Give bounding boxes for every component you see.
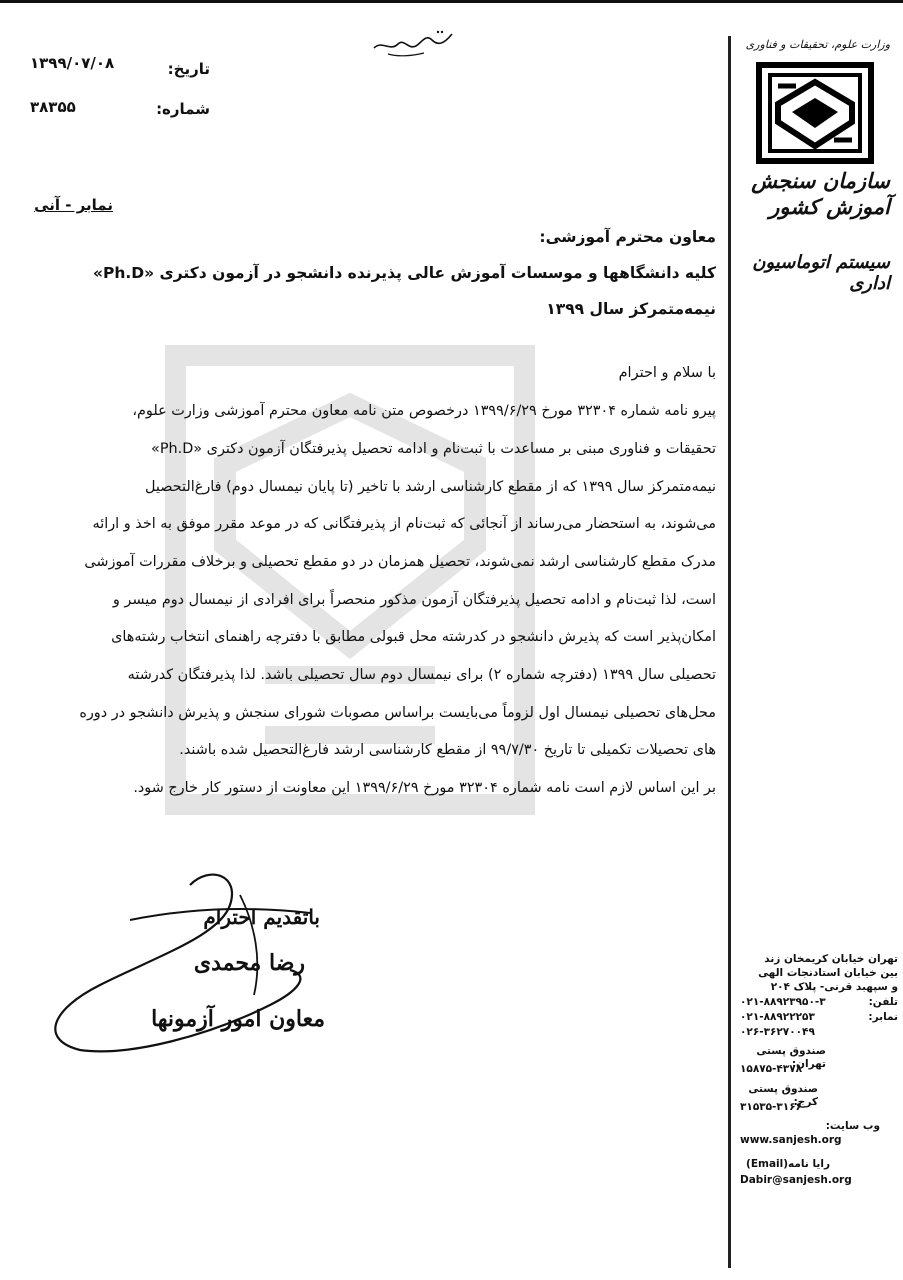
number-label: شماره: [156,100,210,118]
address-line: بین خیابان استادنجات الهی [758,967,898,979]
top-border-line [0,0,903,3]
phone-label: تلفن: [868,996,898,1008]
subject-line-2: نیمه‌متمرکز سال ۱۳۹۹ [546,300,716,318]
subject-line-1: کلیه دانشگاهها و موسسات آموزش عالی پذیرنده دانشجو در آزمون دکتری «Ph.D» [92,264,716,282]
ministry-name: وزارت علوم، تحقیقات و فناوری [745,38,890,51]
body-line: های تحصیلات تکمیلی تا تاریخ ۹۹/۷/۳۰ از مقطع کارشناسی ارشد فارغ‌التحصیل شده باشند. [179,742,716,758]
sanjesh-logo-icon [756,62,874,164]
fax-urgent-label: نمابر - آنی [34,196,113,214]
body-line: تحصیلی سال ۱۳۹۹ (دفترچه شماره ۲) برای نیمسال دوم سال تحصیلی باشد. لذا پذیرفتگان کدرشته [127,667,716,683]
automation-system-name: سیستم اتوماسیون اداری [752,252,890,294]
fax-value-2: ۰۲۶-۳۶۲۷۰۰۴۹ [740,1026,815,1038]
website-link[interactable]: www.sanjesh.org [740,1134,842,1146]
signer-name: رضا محمدی [193,950,305,976]
pobox-karaj-value: ۳۱۵۳۵-۳۱۶۶ [740,1101,803,1113]
date-value: ۱۳۹۹/۰۷/۰۸ [30,54,115,72]
body-line: است، لذا ثبت‌نام و ادامه تحصیل پذیرفتگان آزمون مذکور منحصراً برای افرادی از نیمسال دوم میسر و [112,592,716,608]
body-line: نیمه‌متمرکز سال ۱۳۹۹ که از مقطع کارشناسی ارشد با تاخیر (تا پایان نیمسال دوم) فارغ‌التحصیل [145,479,716,495]
bismillah-calligraphy-icon [368,26,458,60]
pobox-karaj-label: صندوق پستی کرج: [748,1083,818,1108]
body-line: بر این اساس لازم است نامه شماره ۳۲۳۰۴ مورخ ۱۳۹۹/۶/۲۹ این معاونت از دستور کار خارج شود. [133,780,716,796]
pobox-tehran-value: ۱۵۸۷۵-۴۳۷۸ [740,1063,803,1075]
signer-title: معاون امور آزمونها [151,1006,325,1032]
body-line: پیرو نامه شماره ۳۲۳۰۴ مورخ ۱۳۹۹/۶/۲۹ درخصوص متن نامه معاون محترم آموزشی وزارت علوم، [132,403,716,419]
sidebar-divider [728,36,731,1268]
website-label: وب سایت: [825,1120,880,1132]
fax-value-1: ۰۲۱-۸۸۹۲۲۲۵۳ [740,1011,815,1023]
address-line: تهران خیابان کریمخان زند [764,953,898,965]
body-line: مدرک مقطع کارشناسی ارشد نمی‌شوند، تحصیل همزمان در دو مقطع تحصیلی و برخلاف مقررات آموزشی [84,554,716,570]
email-link[interactable]: Dabir@sanjesh.org [740,1174,852,1186]
body-line: محل‌های تحصیلی نیمسال اول لزوماً می‌بایست براساس مصوبات شورای سنجش و پذیرش دانشجو در دوره [79,705,716,721]
number-value: ۳۸۳۵۵ [30,98,76,116]
email-label: رایا نامه(Email) [746,1158,830,1170]
pobox-tehran-label: صندوق پستی تهران: [756,1045,826,1070]
body-line: امکان‌پذیر است که پذیرش دانشجو در کدرشته محل قبولی مطابق با دفترچه راهنمای انتخاب رشته‌های [111,629,716,645]
date-label: تاریخ: [167,60,210,78]
body-line: تحقیقات و فناوری مبنی بر مساعدت با ثبت‌نام و ادامه تحصیل پذیرفتگان آزمون دکتری «Ph.D» [151,441,716,457]
organization-name: سازمان سنجش آموزش کشور [751,168,890,219]
body-line: می‌شوند، به استحضار می‌رساند از آنجائی که ثبت‌نام از پذیرفتگانی که در موعد مقرر موفق به اخذ و ارائه [92,516,716,532]
greeting: با سلام و احترام [618,365,716,381]
signature-closing: باتقدیم احترام [203,905,320,929]
phone-value: ۰۲۱-۸۸۹۲۳۹۵۰-۳ [740,996,826,1008]
fax-label: نمابر: [868,1011,898,1023]
address-line: و سپهبد قرنی- پلاک ۲۰۴ [770,981,898,993]
recipient-heading: معاون محترم آموزشی: [539,228,716,246]
